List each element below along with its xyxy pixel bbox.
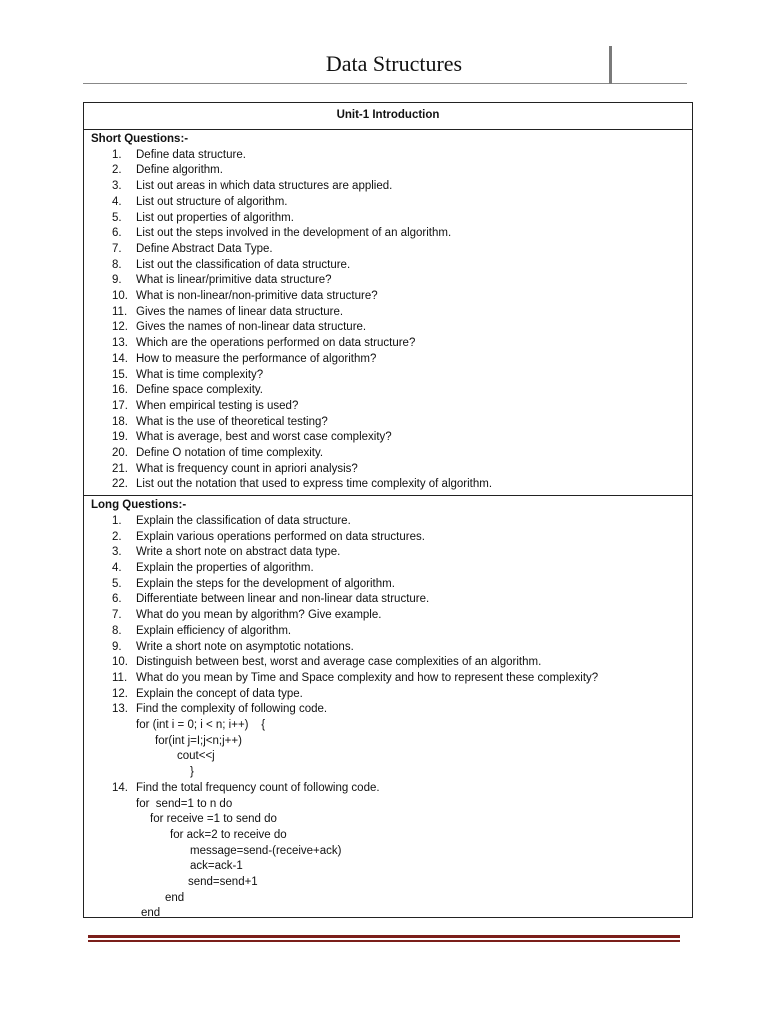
- question-text: Explain various operations performed on data structures.: [136, 530, 425, 543]
- long-question-item: [84, 655, 692, 671]
- question-text: Define algorithm.: [136, 164, 223, 177]
- short-question-item: [84, 352, 692, 368]
- question-number: 9.: [112, 274, 122, 287]
- question-text: How to measure the performance of algorithm?: [136, 352, 377, 365]
- long-question-item: [84, 592, 692, 608]
- long-question-item: [84, 671, 692, 687]
- code-line: for (int i = 0; i < n; i++) {: [136, 719, 266, 732]
- question-text: Write a short note on asymptotic notations.: [136, 640, 354, 653]
- question-text: What is frequency count in apriori analysis?: [136, 462, 358, 475]
- short-question-item: [84, 430, 692, 446]
- question-text: What is the use of theoretical testing?: [136, 415, 328, 428]
- long-question-item: [84, 640, 692, 656]
- question-text: Explain the properties of algorithm.: [136, 561, 314, 574]
- question-text: Which are the operations performed on data structure?: [136, 337, 416, 350]
- header-vertical-bar: [609, 46, 612, 84]
- question-text: When empirical testing is used?: [136, 399, 299, 412]
- long-questions-heading: Long Questions:-: [91, 499, 187, 512]
- short-question-item: [84, 305, 692, 321]
- question-number: 2.: [112, 530, 122, 543]
- long-question-item: [84, 608, 692, 624]
- question-number: 4.: [112, 195, 122, 208]
- question-number: 19.: [112, 431, 128, 444]
- footer-rule-thick: [88, 935, 680, 938]
- question-number: 3.: [112, 180, 122, 193]
- short-question-item: [84, 336, 692, 352]
- short-question-item: [84, 195, 692, 211]
- code-line: end: [141, 907, 161, 920]
- short-question-item: [84, 289, 692, 305]
- question-table: [83, 102, 693, 918]
- long-question-item: [84, 514, 692, 530]
- long-question-item: [84, 624, 692, 640]
- question-number: 7.: [112, 609, 122, 622]
- question-text: What is average, best and worst case complexity?: [136, 431, 392, 444]
- question-number: 13.: [112, 337, 128, 350]
- code-line: cout<<j: [177, 750, 215, 763]
- unit-title: Unit-1 Introduction: [84, 103, 692, 130]
- question-number: 6.: [112, 227, 122, 240]
- code-line: ack=ack-1: [190, 860, 243, 873]
- question-text: Find the total frequency count of following code.: [136, 781, 380, 794]
- long-question-item: [84, 781, 692, 797]
- short-question-item: [84, 148, 692, 164]
- short-question-item: [84, 226, 692, 242]
- question-number: 4.: [112, 561, 122, 574]
- code-line: message=send-(receive+ack): [190, 844, 342, 857]
- section-divider: [84, 495, 692, 496]
- long-question-item: [84, 687, 692, 703]
- question-text: List out the classification of data structure.: [136, 258, 351, 271]
- question-text: What is non-linear/non-primitive data structure?: [136, 290, 378, 303]
- question-number: 21.: [112, 462, 128, 475]
- question-text: Write a short note on abstract data type.: [136, 546, 341, 559]
- question-number: 12.: [112, 687, 128, 700]
- question-number: 20.: [112, 447, 128, 460]
- question-text: Explain the concept of data type.: [136, 687, 303, 700]
- code-line: send=send+1: [188, 876, 258, 889]
- question-number: 1.: [112, 514, 122, 527]
- short-question-item: [84, 477, 692, 493]
- question-number: 18.: [112, 415, 128, 428]
- question-number: 17.: [112, 399, 128, 412]
- long-question-item: [84, 702, 692, 718]
- short-questions-heading: Short Questions:-: [91, 133, 189, 145]
- short-question-item: [84, 163, 692, 179]
- code-line: end: [165, 891, 185, 904]
- short-question-item: [84, 258, 692, 274]
- long-questions-section: [84, 498, 692, 922]
- document-title: Data Structures: [325, 51, 463, 76]
- question-number: 11.: [112, 671, 128, 684]
- question-number: 10.: [112, 656, 128, 669]
- long-questions-list: [84, 514, 692, 718]
- question-text: Define space complexity.: [136, 384, 263, 397]
- question-number: 2.: [112, 164, 122, 177]
- question-number: 15.: [112, 368, 128, 381]
- short-question-item: [84, 273, 692, 289]
- question-number: 10.: [112, 290, 128, 303]
- question-text: What do you mean by Time and Space complexity and how to represent these complexity?: [136, 671, 599, 684]
- question-number: 8.: [112, 624, 122, 637]
- question-text: Find the complexity of following code.: [136, 703, 328, 716]
- question-text: Explain the steps for the development of algorithm.: [136, 577, 395, 590]
- question-text: Explain efficiency of algorithm.: [136, 624, 292, 637]
- code-block-13: [84, 718, 692, 781]
- code-line: for receive =1 to send do: [150, 813, 277, 826]
- long-question-item: [84, 577, 692, 593]
- question-text: Define O notation of time complexity.: [136, 447, 324, 460]
- short-question-item: [84, 179, 692, 195]
- question-text: Explain the classification of data structure.: [136, 514, 351, 527]
- question-number: 8.: [112, 258, 122, 271]
- question-number: 6.: [112, 593, 122, 606]
- question-text: Gives the names of linear data structure.: [136, 305, 344, 318]
- short-question-item: [84, 446, 692, 462]
- question-text: List out the notation that used to express time complexity of algorithm.: [136, 478, 493, 491]
- code-line: for ack=2 to receive do: [170, 828, 287, 841]
- question-number: 5.: [112, 577, 122, 590]
- short-question-item: [84, 383, 692, 399]
- long-question-item: [84, 545, 692, 561]
- question-text: Distinguish between best, worst and average case complexities of an algorithm.: [136, 656, 542, 669]
- short-questions-section: [84, 132, 692, 493]
- short-question-item: [84, 462, 692, 478]
- question-number: 7.: [112, 242, 122, 255]
- code-line: for send=1 to n do: [136, 797, 233, 810]
- short-question-item: [84, 399, 692, 415]
- long-question-item: [84, 530, 692, 546]
- question-text: List out areas in which data structures are applied.: [136, 180, 393, 193]
- footer-rule-thin: [88, 940, 680, 942]
- question-number: 11.: [112, 305, 128, 318]
- question-number: 14.: [112, 352, 128, 365]
- question-number: 5.: [112, 211, 122, 224]
- question-number: 9.: [112, 640, 122, 653]
- question-number: 3.: [112, 546, 122, 559]
- code-block-14: [84, 797, 692, 923]
- question-number: 13.: [112, 703, 128, 716]
- question-number: 14.: [112, 781, 128, 794]
- short-question-item: [84, 320, 692, 336]
- short-question-item: [84, 368, 692, 384]
- short-question-item: [84, 211, 692, 227]
- code-line: }: [190, 766, 194, 779]
- question-text: What is time complexity?: [136, 368, 264, 381]
- short-question-item: [84, 415, 692, 431]
- short-question-item: [84, 242, 692, 258]
- question-number: 1.: [112, 148, 122, 161]
- question-text: What do you mean by algorithm? Give example.: [136, 609, 382, 622]
- question-text: What is linear/primitive data structure?: [136, 274, 332, 287]
- page-header: [0, 0, 768, 90]
- question-text: Differentiate between linear and non-linear data structure.: [136, 593, 430, 606]
- question-text: Gives the names of non-linear data structure.: [136, 321, 367, 334]
- question-number: 22.: [112, 478, 128, 491]
- question-text: List out properties of algorithm.: [136, 211, 294, 224]
- question-text: List out the steps involved in the development of an algorithm.: [136, 227, 452, 240]
- question-text: Define Abstract Data Type.: [136, 242, 273, 255]
- short-questions-list: [84, 148, 692, 493]
- question-number: 16.: [112, 384, 128, 397]
- question-text: List out structure of algorithm.: [136, 195, 288, 208]
- long-question-item: [84, 561, 692, 577]
- code-line: for(int j=I;j<n;j++): [155, 734, 242, 747]
- header-rule: [83, 83, 687, 84]
- question-number: 12.: [112, 321, 128, 334]
- question-text: Define data structure.: [136, 148, 246, 161]
